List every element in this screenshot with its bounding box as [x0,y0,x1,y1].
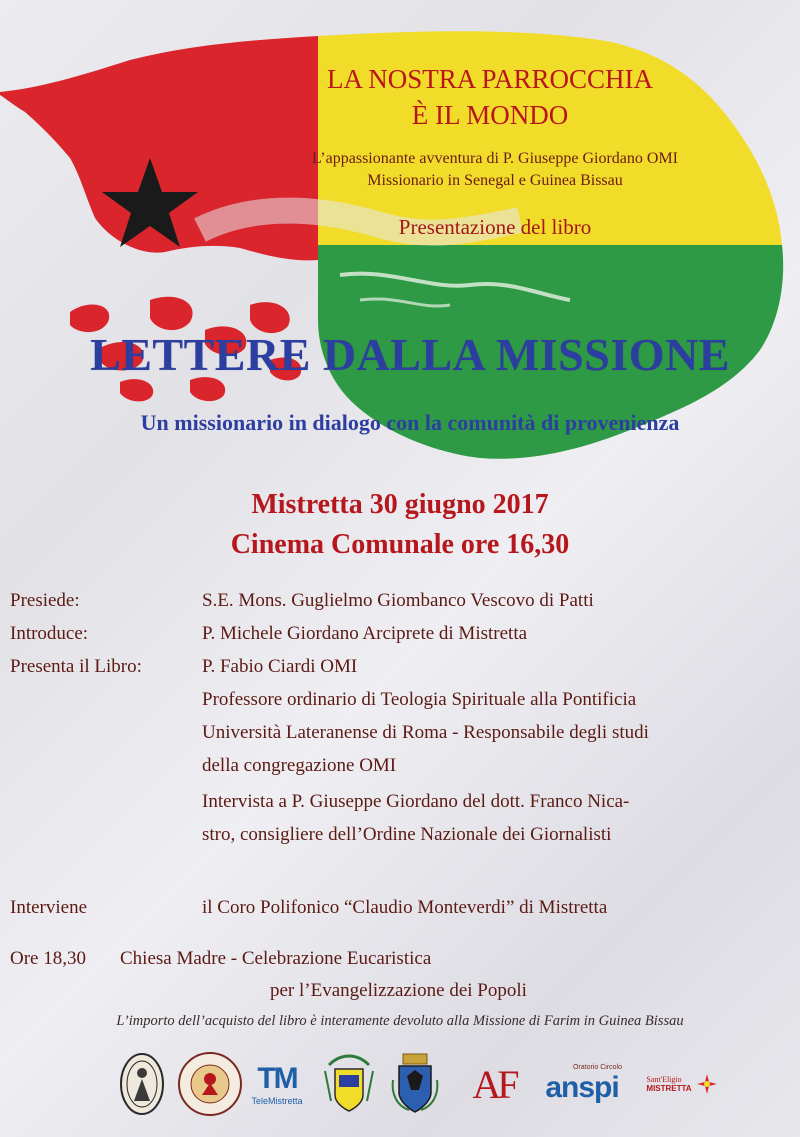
header-title-line-2: È IL MONDO [411,100,569,130]
af-mark: AF [472,1061,516,1107]
madonna-medallion-logo [118,1048,166,1120]
event-venue: Cinema Comunale ore 16,30 [230,529,570,560]
evening-time: Ore 18,30 [10,948,86,969]
introduce-label: Introduce: [10,623,89,644]
book-subtitle: Un missionario in dialogo con la comunità di provenienza [140,410,680,435]
book-title: LETTERE DALLA MISSIONE [90,329,730,380]
anspi-logo [532,1048,632,1120]
header-title-line-1: LA NOSTRA PARROCCHIA [326,64,654,94]
presiede-label: Presiede: [10,590,80,611]
footer-note: L’importo dell’acquisto del libro è interamente devoluto alla Missione di Farim in Guinea Bissau [116,1013,684,1029]
header-subtitle-line-2: Missionario in Senegal e Guinea Bissau [367,172,623,189]
evening-value: Chiesa Madre - Celebrazione Eucaristica [120,948,432,969]
evening-value-2: per l’Evangelizzazione dei Popoli [270,980,527,1001]
presentation-label: Presentazione del libro [398,215,592,239]
anspi-mark: anspi [545,1070,619,1104]
sant-eligio-caption-1: Sant'Eligio [646,1075,682,1084]
presenta-label: Presenta il Libro: [10,656,142,677]
interviene-value: il Coro Polifonico “Claudio Monteverdi” di Mistretta [202,897,608,918]
municipal-coat-of-arms-logo [385,1048,445,1120]
presenta-detail-2: Università Lateranense di Roma - Responsabile degli studi [202,722,649,743]
anspi-caption: Oratorio Circolo [572,1063,622,1071]
telemistretta-logo [244,1048,310,1120]
sant-eligio-logo [640,1048,724,1120]
intervista-line-1: Intervista a P. Giuseppe Giordano del dott. Franco Nica- [202,791,630,812]
header-subtitle-line-1: L’appassionante avventura di P. Giuseppe Giordano OMI [312,150,678,167]
af-logo [462,1048,526,1120]
event-date: Mistretta 30 giugno 2017 [251,489,549,520]
presenta-value: P. Fabio Ciardi OMI [202,656,358,677]
introduce-value: P. Michele Giordano Arciprete di Mistretta [202,623,528,644]
episcopal-coat-of-arms-logo [318,1048,380,1120]
presiede-value: S.E. Mons. Guglielmo Giombanco Vescovo di Patti [202,590,594,611]
telemistretta-caption: TeleMistretta [251,1096,303,1106]
intervista-line-2: stro, consigliere dell’Ordine Nazionale dei Giornalisti [202,824,612,845]
sant-eligio-caption-2: MISTRETTA [646,1084,692,1093]
presenta-detail-3: della congregazione OMI [202,755,397,776]
interviene-label: Interviene [10,897,88,918]
santuario-seal-logo [175,1048,245,1120]
cross-star-icon [696,1073,718,1095]
telemistretta-mark: TM [257,1062,297,1095]
presenta-detail-1: Professore ordinario di Teologia Spirituale alla Pontificia [202,689,637,710]
